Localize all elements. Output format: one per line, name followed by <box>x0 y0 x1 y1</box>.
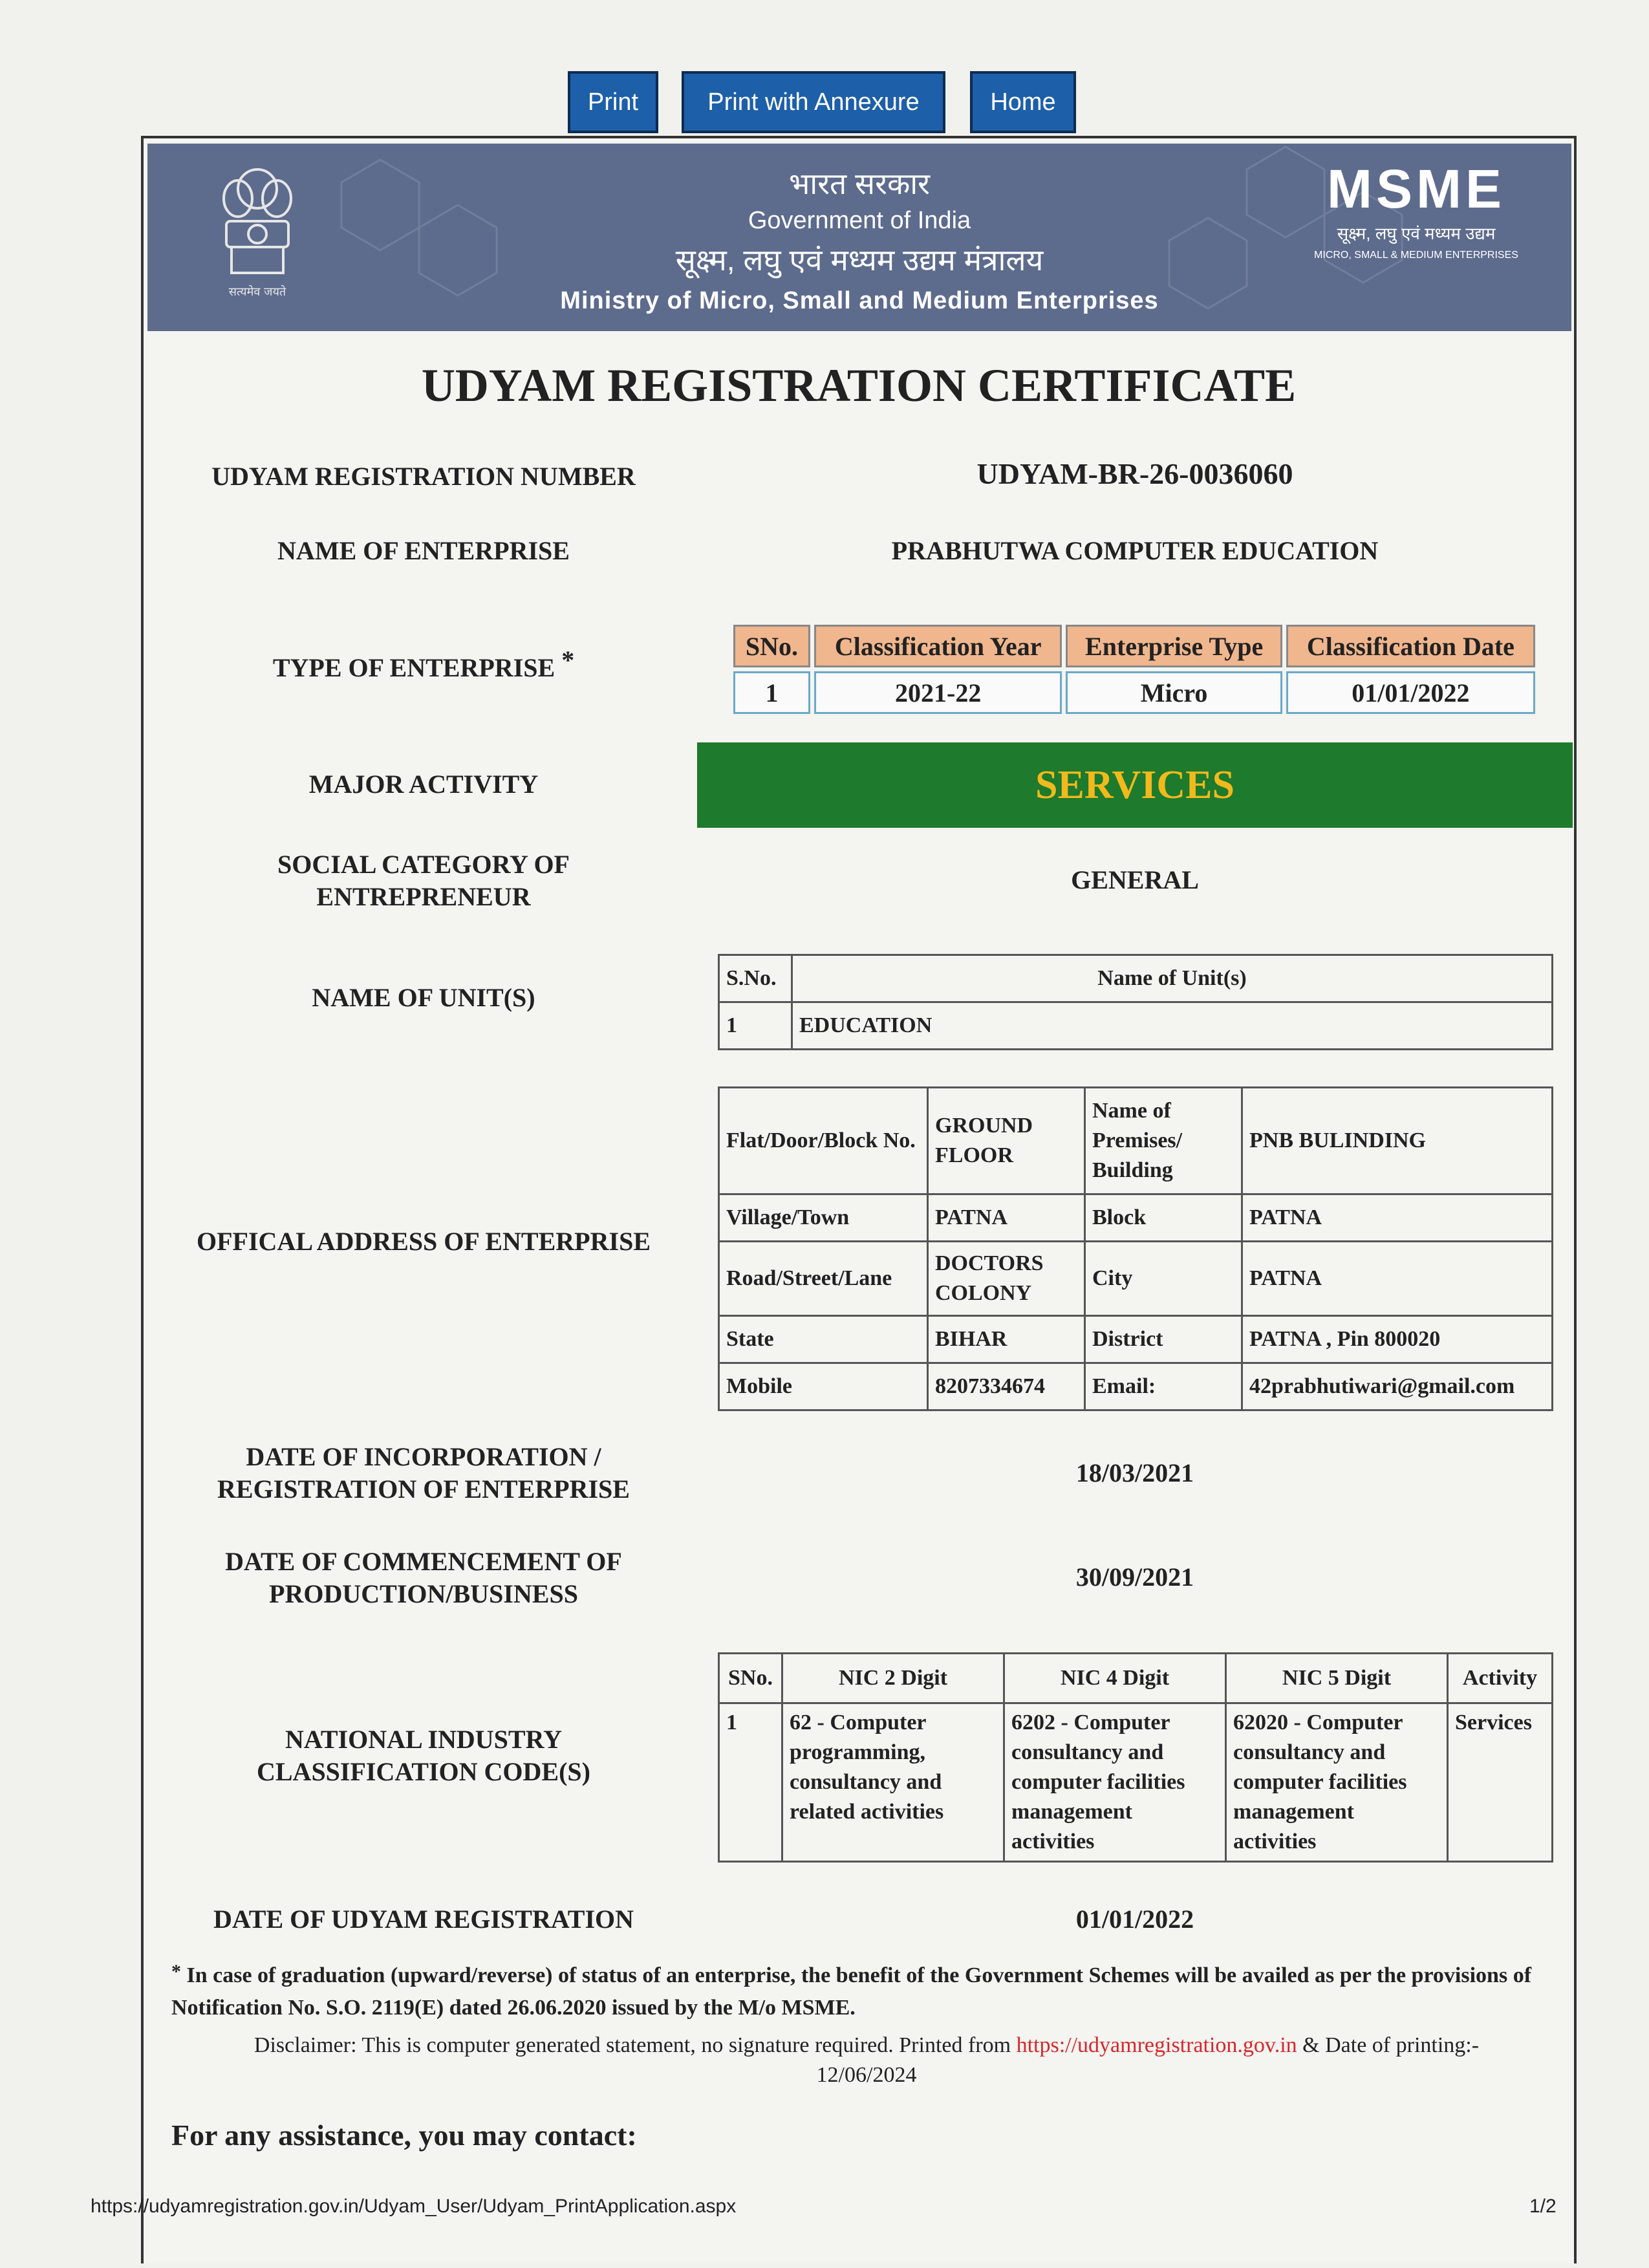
table-row <box>719 1088 1553 1194</box>
disclaimer <box>171 2031 1562 2090</box>
major-activity-label: MAJOR ACTIVITY <box>308 770 539 799</box>
nic-table <box>718 1652 1553 1863</box>
msme-english-text: MICRO, SMALL & MEDIUM ENTERPRISES <box>1314 250 1518 261</box>
social-category-label-line2: ENTREPRENEUR <box>316 882 531 911</box>
type-header-year: Classification Year <box>814 625 1062 667</box>
printing-date: 12/06/2024 <box>816 2063 917 2087</box>
nic-header-sno: SNo. <box>719 1654 782 1703</box>
registration-number-value: UDYAM-BR-26-0036060 <box>976 457 1293 490</box>
type-cell-date: 01/01/2022 <box>1286 671 1535 714</box>
social-category-label <box>178 848 669 913</box>
incorporation-label-line1: DATE OF INCORPORATION / <box>246 1442 601 1471</box>
print-with-annexure-button[interactable]: Print with Annexure <box>682 71 945 133</box>
address-block-value: PATNA <box>1242 1194 1553 1242</box>
enterprise-type-label-text: TYPE OF ENTERPRISE <box>272 653 555 682</box>
address-village-label: Village/Town <box>719 1194 928 1242</box>
hindi-government-text: भारत सरकार <box>788 167 931 200</box>
major-activity-value: SERVICES <box>697 742 1573 828</box>
registration-number-label: UDYAM REGISTRATION NUMBER <box>211 462 636 491</box>
address-state-label: State <box>719 1316 928 1363</box>
nic-header-activity: Activity <box>1448 1654 1553 1703</box>
address-village-value: PATNA <box>928 1194 1085 1242</box>
commencement-date-value: 30/09/2021 <box>1075 1562 1194 1592</box>
incorporation-date-label <box>178 1441 669 1506</box>
address-label: OFFICAL ADDRESS OF ENTERPRISE <box>197 1227 651 1256</box>
enterprise-type-label <box>178 645 669 684</box>
table-row <box>719 1703 1553 1862</box>
udyam-registration-date-value: 01/01/2022 <box>1075 1905 1194 1934</box>
disclaimer-tail: & Date of printing:- <box>1302 2033 1480 2057</box>
emblem-motto: सत्यमेव जयते <box>228 285 286 299</box>
enterprise-name-value: PRABHUTWA COMPUTER EDUCATION <box>891 536 1379 565</box>
nic-cell-2digit: 62 - Computer programming, consultancy and related activities <box>782 1703 1004 1862</box>
type-header-sno: SNo. <box>733 625 810 667</box>
nic-header-4digit: NIC 4 Digit <box>1004 1654 1226 1703</box>
table-row <box>733 671 1535 714</box>
address-road-value: DOCTORS COLONY <box>928 1242 1085 1316</box>
address-district-label: District <box>1085 1316 1242 1363</box>
address-mobile-label: Mobile <box>719 1363 928 1410</box>
table-row <box>719 1194 1553 1242</box>
print-footer-url: https://udyamregistration.gov.in/Udyam_User/Udyam_PrintApplication.aspx <box>91 2196 737 2217</box>
nic-label-line1: NATIONAL INDUSTRY <box>285 1725 562 1754</box>
address-table <box>718 1086 1553 1411</box>
type-cell-sno: 1 <box>733 671 810 714</box>
address-city-value: PATNA <box>1242 1242 1553 1316</box>
commencement-label-line1: DATE OF COMMENCEMENT OF <box>225 1547 622 1576</box>
enterprise-name-label: NAME OF ENTERPRISE <box>277 536 570 565</box>
units-header-name: Name of Unit(s) <box>792 955 1553 1002</box>
address-email-label: Email: <box>1085 1363 1242 1410</box>
units-table <box>718 954 1553 1050</box>
graduation-note <box>171 1960 1562 2024</box>
table-row <box>719 1242 1553 1316</box>
table-row <box>719 1316 1553 1363</box>
units-label: NAME OF UNIT(S) <box>312 983 535 1012</box>
ministry-text: Ministry of Micro, Small and Medium Enterprises <box>560 287 1159 314</box>
print-button[interactable]: Print <box>568 71 658 133</box>
address-premises-value: PNB BULINDING <box>1242 1088 1553 1194</box>
nic-label-line2: CLASSIFICATION CODE(S) <box>256 1757 590 1786</box>
address-road-label: Road/Street/Lane <box>719 1242 928 1316</box>
type-header-type: Enterprise Type <box>1066 625 1282 667</box>
assistance-heading: For any assistance, you may contact: <box>171 2119 637 2152</box>
toolbar <box>0 71 1649 136</box>
address-city-label: City <box>1085 1242 1242 1316</box>
address-district-value: PATNA , Pin 800020 <box>1242 1316 1553 1363</box>
nic-cell-sno: 1 <box>719 1703 782 1862</box>
nic-cell-5digit: 62020 - Computer consultancy and computer facilities management activities <box>1226 1703 1448 1862</box>
units-cell-sno: 1 <box>719 1002 792 1050</box>
page-number: 1/2 <box>1529 2196 1557 2217</box>
note-text: In case of graduation (upward/reverse) of status of an enterprise, the benefit of the Government Schemes will be availed as per the provisions of Notification No. S.O. 2119(E) dated 26.06.2020 issued by the M/o MSME. <box>171 1963 1532 2020</box>
government-banner <box>147 144 1571 331</box>
certificate-title: UDYAM REGISTRATION CERTIFICATE <box>421 360 1297 411</box>
commencement-date-label <box>178 1546 669 1610</box>
nic-cell-4digit: 6202 - Computer consultancy and computer facilities management activities <box>1004 1703 1226 1862</box>
incorporation-label-line2: REGISTRATION OF ENTERPRISE <box>217 1474 630 1504</box>
address-email-value: 42prabhutiwari@gmail.com <box>1242 1363 1553 1410</box>
nic-cell-activity: Services <box>1448 1703 1553 1862</box>
type-header-date: Classification Date <box>1286 625 1535 667</box>
units-header-sno: S.No. <box>719 955 792 1002</box>
address-flat-label: Flat/Door/Block No. <box>719 1088 928 1194</box>
incorporation-date-value: 18/03/2021 <box>1075 1458 1194 1487</box>
nic-header-2digit: NIC 2 Digit <box>782 1654 1004 1703</box>
nic-label <box>178 1723 669 1788</box>
asterisk: * <box>561 645 575 675</box>
address-premises-label: Name of Premises/ Building <box>1085 1088 1242 1194</box>
enterprise-type-table <box>729 621 1539 718</box>
social-category-value: GENERAL <box>1071 865 1199 894</box>
msme-logo-text: MSME <box>1327 158 1505 219</box>
address-mobile-value: 8207334674 <box>928 1363 1085 1410</box>
type-cell-type: Micro <box>1066 671 1282 714</box>
hindi-ministry-text: सूक्ष्म, लघु एवं मध्यम उद्यम मंत्रालय <box>675 243 1044 277</box>
units-cell-name: EDUCATION <box>792 1002 1553 1050</box>
type-cell-year: 2021-22 <box>814 671 1062 714</box>
commencement-label-line2: PRODUCTION/BUSINESS <box>269 1579 578 1608</box>
home-button[interactable]: Home <box>970 71 1076 133</box>
address-state-value: BIHAR <box>928 1316 1085 1363</box>
table-row <box>719 1002 1553 1050</box>
udyam-portal-link[interactable]: https://udyamregistration.gov.in <box>1016 2033 1297 2057</box>
msme-hindi-text: सूक्ष्म, लघु एवं मध्यम उद्यम <box>1337 224 1496 243</box>
social-category-label-line1: SOCIAL CATEGORY OF <box>277 850 570 879</box>
government-of-india-text: Government of India <box>748 207 971 234</box>
address-flat-value: GROUND FLOOR <box>928 1088 1085 1194</box>
address-block-label: Block <box>1085 1194 1242 1242</box>
table-row <box>719 1363 1553 1410</box>
nic-header-5digit: NIC 5 Digit <box>1226 1654 1448 1703</box>
msme-logo <box>1306 158 1526 261</box>
note-asterisk: * <box>171 1961 181 1982</box>
udyam-registration-date-label: DATE OF UDYAM REGISTRATION <box>213 1905 634 1934</box>
disclaimer-text: Disclaimer: This is computer generated statement, no signature required. Printed from <box>253 2033 1011 2057</box>
